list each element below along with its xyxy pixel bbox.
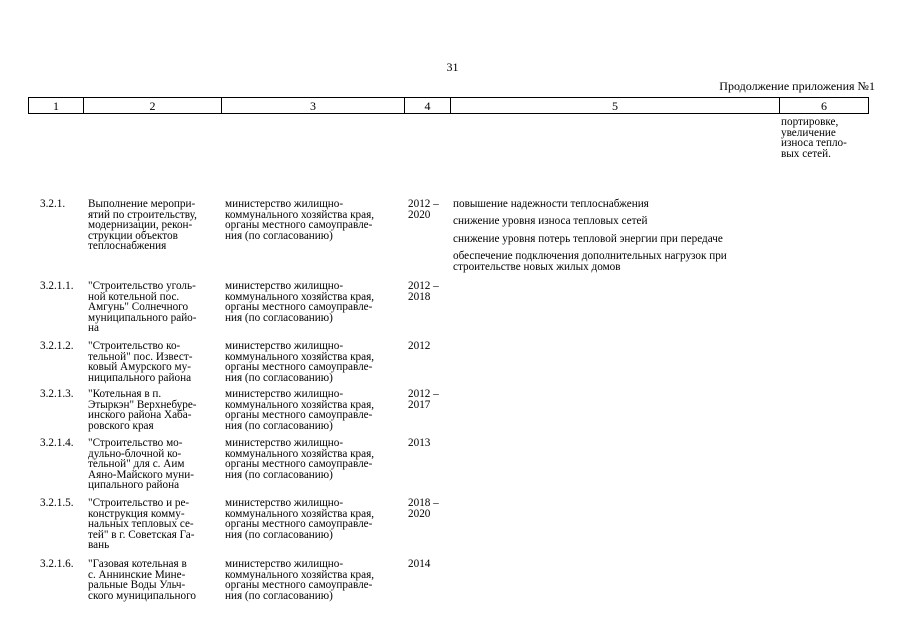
row-result: повышение надежности теплоснабжения: [453, 198, 649, 210]
row-years: 2012 – 2020: [408, 198, 439, 221]
header-col-5: 5: [451, 98, 780, 113]
row-result: обеспечение подключения дополнительных нагрузок при строительстве новых жилых домов: [453, 250, 727, 273]
header-col-4: 4: [405, 98, 451, 113]
row-executor: министерство жилищно- коммунального хозяйства края, органы местного самоуправле- ния (по согласованию): [225, 198, 375, 242]
header-col-3: 3: [222, 98, 405, 113]
table-header-row: [28, 97, 869, 114]
row-years: 2013: [408, 437, 431, 449]
row-name: "Строительство мо- дульно-блочной ко- тельной" для с. Аим Аяно-Майского муни- ципального района: [88, 437, 194, 491]
row-name: Выполнение меропри- ятий по строительству, модернизации, рекон- струкции объектов теплоснабжения: [88, 198, 197, 252]
row-years: 2014: [408, 558, 431, 570]
row-years: 2012: [408, 340, 431, 352]
carryover-indicator-text: портировке, увеличение износа тепло- вых сетей.: [781, 116, 847, 160]
row-executor: министерство жилищно- коммунального хозяйства края, органы местного самоуправле- ния (по согласованию): [225, 388, 375, 432]
row-years: 2012 – 2018: [408, 280, 439, 303]
row-executor: министерство жилищно- коммунального хозяйства края, органы местного самоуправле- ния (по согласованию): [225, 340, 375, 384]
row-number: 3.2.1.1.: [40, 280, 74, 292]
row-number: 3.2.1.2.: [40, 340, 74, 352]
row-executor: министерство жилищно- коммунального хозяйства края, органы местного самоуправле- ния (по согласованию): [225, 558, 375, 602]
header-col-6: 6: [821, 99, 827, 113]
row-years: 2012 – 2017: [408, 388, 439, 411]
row-executor: министерство жилищно- коммунального хозяйства края, органы местного самоуправле- ния (по согласованию): [225, 497, 375, 541]
row-years: 2018 – 2020: [408, 497, 439, 520]
row-number: 3.2.1.6.: [40, 558, 74, 570]
row-executor: министерство жилищно- коммунального хозяйства края, органы местного самоуправле- ния (по согласованию): [225, 280, 375, 324]
row-result: снижение уровня потерь тепловой энергии при передаче: [453, 233, 723, 245]
header-col-2: 2: [84, 98, 222, 113]
row-name: "Строительство ко- тельной" пос. Извест- ковый Амурского му- ниципального района: [88, 340, 193, 384]
row-name: "Котельная в п. Этыркэн" Верхнебуре- инского района Хаба- ровского края: [88, 388, 197, 432]
continuation-label: Продолжение приложения №1: [719, 79, 875, 93]
row-name: "Строительство и ре- конструкция комму- нальных тепловых се- тей" в г. Советская Га- вань: [88, 497, 195, 551]
row-executor: министерство жилищно- коммунального хозяйства края, органы местного самоуправле- ния (по согласованию): [225, 437, 375, 481]
row-number: 3.2.1.: [40, 198, 66, 210]
page-number: 31: [446, 60, 459, 74]
row-number: 3.2.1.4.: [40, 437, 74, 449]
row-name: "Строительство уголь- ной котельной пос. Амгунь" Солнечного муниципального райо- на: [88, 280, 197, 334]
header-col-1: 1: [29, 98, 84, 113]
row-number: 3.2.1.5.: [40, 497, 74, 509]
row-number: 3.2.1.3.: [40, 388, 74, 400]
row-result: снижение уровня износа тепловых сетей: [453, 215, 648, 227]
row-name: "Газовая котельная в с. Аннинские Мине- ральные Воды Ульч- ского муниципального: [88, 558, 196, 602]
